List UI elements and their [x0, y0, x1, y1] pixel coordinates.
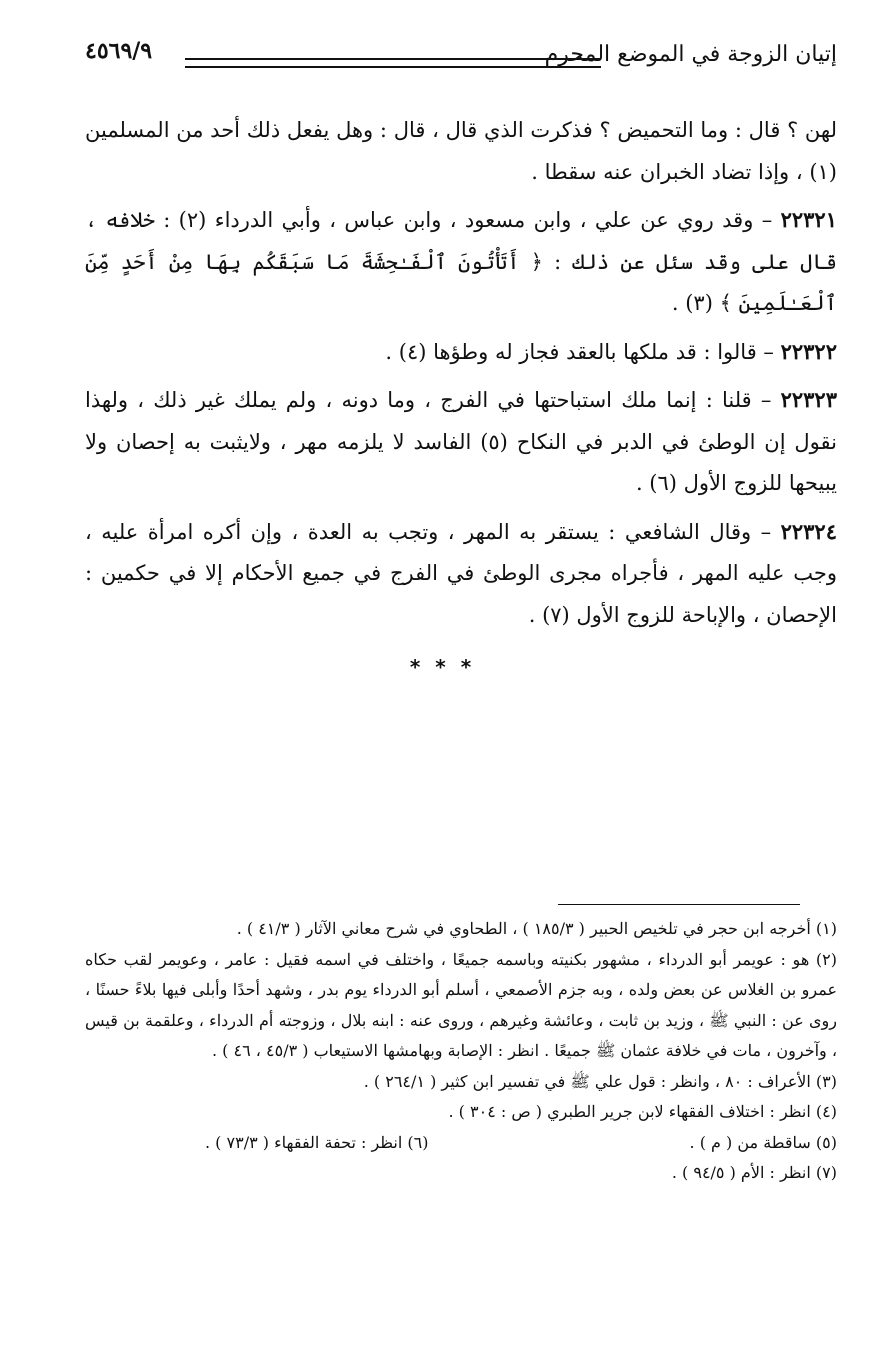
paragraph-text: – قالوا : قد ملكها بالعقد فجاز له وطؤها (٤) .	[385, 339, 774, 364]
footnote-2: (٢) هو : عويمر أبو الدرداء ، مشهور بكنيته وباسمه جميعًا ، واختلف في اسمه فقيل : عامر ، وعويمر لقب حكاه عمرو بن الغلاس عن بعض ولده ، وبه جزم الأصمعي ، أسلم أبو الدرداء يوم بدر ، وشهد أحدًا وأبلى فيها بلاءً حسنًا ، روى عن : النبي ﷺ ، وزيد بن ثابت ، وعائشة وغيرهم ، وروى عنه : ابنه بلال ، وزوجته أم الدرداء ، وعلقمة بن قيس ، وآخرون ، مات في خلافة عثمان ﷺ جميعًا . انظر : الإصابة وبهامشها الاستيعاب ( ٤٥/٣ ، ٤٦ ) .	[85, 949, 838, 1060]
paragraph-22321	[85, 199, 837, 325]
running-header	[85, 40, 837, 86]
paragraph-text: – وقال الشافعي : يستقر به المهر ، وتجب به العدة ، وإن أكره امرأة عليه ، وجب عليه المهر ، فأجراه مجرى الوطئ في الفرج في جميع الأحكام إلا في حكمين : الإحصان ، والإباحة للزوج الأول (٧) .	[85, 519, 837, 627]
footnotes	[85, 914, 837, 1189]
footnote-5: (٥) ساقطة من ( م ) .	[689, 1132, 837, 1152]
paragraph-text: – وقد روي عن علي ، وابن مسعود ، وابن عباس ، وأبي الدرداء (٢) : خلافه ، قال على وقد سئل عن ذلك :	[85, 208, 837, 274]
header-title: إتيان الزوجة في الموضع المحرم	[544, 42, 837, 67]
paragraph-22324	[85, 511, 837, 637]
header-page-ref: ٤٥٦٩/٩	[85, 38, 153, 64]
section-separator: * * *	[409, 655, 476, 679]
paragraph-number: ٢٢٣٢٣	[780, 387, 837, 412]
main-text	[85, 110, 837, 642]
footnote-rule	[558, 904, 800, 905]
footnote-ref: (٣) .	[671, 291, 713, 315]
footnote-4: (٤) انظر : اختلاف الفقهاء لابن جرير الطبري ( ص : ٣٠٤ ) .	[448, 1102, 837, 1121]
paragraph-continuation: لهن ؟ قال : وما التحميض ؟ فذكرت الذي قال ، قال : وهل يفعل ذلك أحد من المسلمين (١) ، وإذا تضاد الخبران عنه سقطا .	[85, 118, 837, 184]
paragraph-number: ٢٢٣٢٢	[780, 338, 837, 364]
quran-verse: ﴿ أَتَأْتُونَ ٱلْفَـٰحِشَةَ مَا سَبَقَكُم بِهَا مِنْ أَحَدٍ مِّنَ ٱلْعَـٰلَمِينَ ﴾	[85, 249, 837, 315]
paragraph-text: – قلنا : إنما ملك استباحتها في الفرج ، وما دونه ، ولم يملك غير ذلك ، ولهذا نقول إن الوطئ في الدبر في النكاح (٥) الفاسد لا يلزمه مهر ، ولايثبت به إحصان ولا يبيحها للزوج الأول (٦) .	[85, 388, 837, 495]
footnote-row-5-6	[85, 1128, 837, 1159]
footnote-3: (٣) الأعراف : ٨٠ ، وانظر : قول علي ﷺ في تفسير ابن كثير ( ٢٦٤/١ ) .	[363, 1071, 837, 1091]
paragraph-22323	[85, 379, 837, 505]
paragraph-22322	[85, 331, 837, 374]
footnote-1: (١) أخرجه ابن حجر في تلخيص الحبير ( ١٨٥/٣ ) ، الطحاوي في شرح معاني الآثار ( ٤١/٣ ) .	[236, 919, 837, 938]
footnote-6: (٦) انظر : تحفة الفقهاء ( ٧٣/٣ ) .	[205, 1132, 429, 1152]
header-double-rule	[185, 58, 601, 68]
paragraph-number: ٢٢٣٢١	[780, 207, 837, 232]
footnote-7: (٧) انظر : الأم ( ٩٤/٥ ) .	[671, 1163, 837, 1182]
paragraph-number: ٢٢٣٢٤	[780, 518, 837, 544]
